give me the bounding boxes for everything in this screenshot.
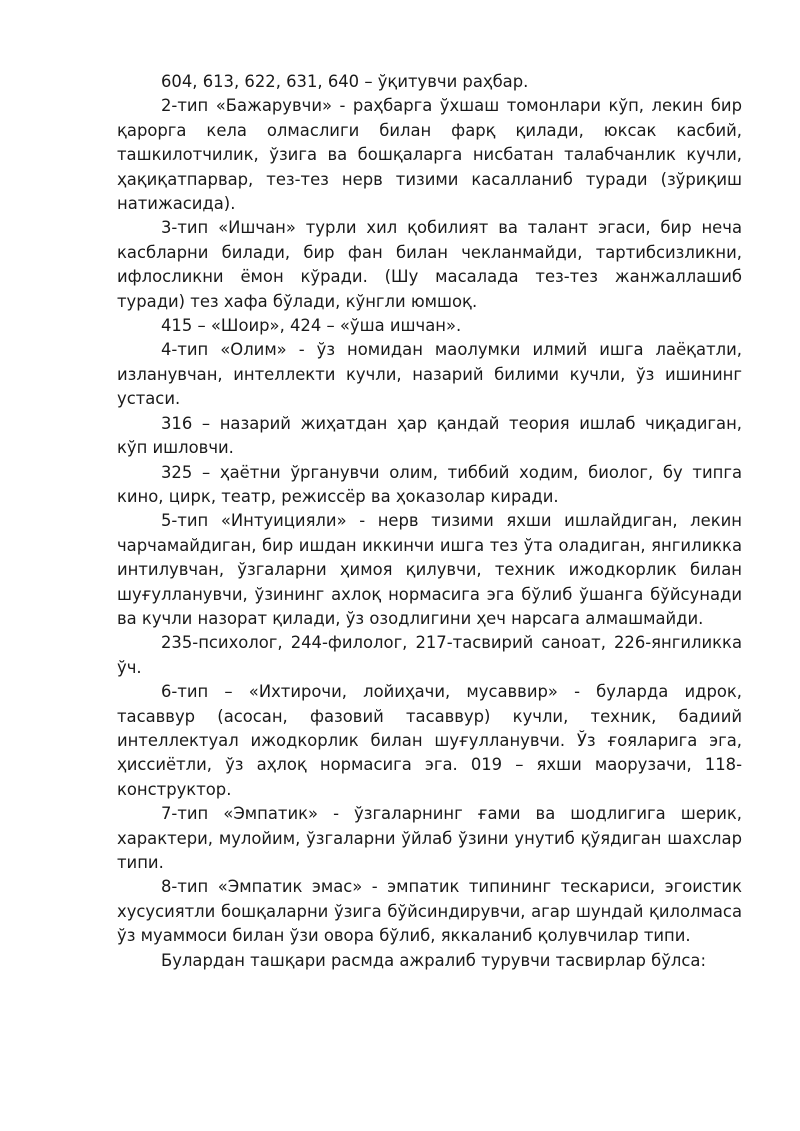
paragraph-9: 235-психолог, 244-филолог, 217-тасвирий саноат, 226-янгиликка ўч. xyxy=(117,633,742,677)
document-body xyxy=(117,70,742,973)
paragraph-12: 8-тип «Эмпатик эмас» - эмпатик типининг тескариси, эгоистик хусусиятли бошқаларни ўзига бўйсиндирувчи, агар шундай қилолмаса ўз муаммоси билан ўзи овора бўлиб, яккаланиб қолувчилар типи. xyxy=(117,877,742,946)
paragraph-1: 604, 613, 622, 631, 640 – ўқитувчи раҳбар. xyxy=(161,72,529,91)
paragraph-7: 325 – ҳаётни ўрганувчи олим, тиббий ходим, биолог, бу типга кино, цирк, театр, режиссёр ва ҳоказолар киради. xyxy=(117,462,742,506)
paragraph-6: 316 – назарий жиҳатдан ҳар қандай теория ишлаб чиқадиган, кўп ишловчи. xyxy=(117,413,742,458)
paragraph-5: 4-тип «Олим» - ўз номидан маолумки илмий ишга лаёқатли, изланувчан, интеллекти кучли, назарий билими кучли, ўз ишининг устаси. xyxy=(117,340,742,409)
paragraph-2: 2-тип «Бажарувчи» - раҳбарга ўхшаш томонлари кўп, лекин бир қарорга кела олмаслиги билан фарқ қилади, юксак касбий, ташкилотчилик, ўзига ва бошқаларга нисбатан талабчанлик кучли, ҳақиқатпарвар, тез-тез нерв тизими касалланиб туради (зўриқиш натижасида). xyxy=(117,96,742,214)
paragraph-10: 6-тип – «Ихтирочи, лойиҳачи, мусаввир» - буларда идрок, тасаввур (асосан, фазовий тасаввур) кучли, техник, бадиий интеллектуал ижодкорлик билан шуғулланувчи. Ўз ғояларига эга, ҳиссиётли, ўз аҳлоқ нормасига эга. 019 – яхши маорузачи, 118-конструктор. xyxy=(117,682,742,799)
paragraph-13: Булардан ташқари расмда ажралиб турувчи тасвирлар бўлса: xyxy=(161,950,706,970)
paragraph-3: 3-тип «Ишчан» турли хил қобилият ва талант эгаси, бир неча касбларни билади, бир фан билан чекланмайди, тартибсизликни, ифлосликни ёмон кўради. (Шу масалада тез-тез жанжаллашиб туради) тез хафа бўлади, кўнгли юмшоқ. xyxy=(117,218,742,311)
paragraph-4: 415 – «Шоир», 424 – «ўша ишчан». xyxy=(161,316,462,336)
paragraph-8: 5-тип «Интуицияли» - нерв тизими яхши ишлайдиган, лекин чарчамайдиган, бир ишдан иккинчи ишга тез ўта оладиган, янгиликка интилувчан, ўзгаларни ҳимоя қилувчи, техник ижодкорлик билан шуғулланувчи, ўзининг ахлоқ нормасига эга бўлиб ўшанга бўйсунади ва кучли назорат қилади, ўз озодлигини ҳеч нарсага алмашмайди. xyxy=(117,511,742,628)
paragraph-11: 7-тип «Эмпатик» - ўзгаларнинг ғами ва шодлигига шерик, характери, мулойим, ўзгаларни ўйлаб ўзини унутиб қўядиган шахслар типи. xyxy=(117,804,742,872)
